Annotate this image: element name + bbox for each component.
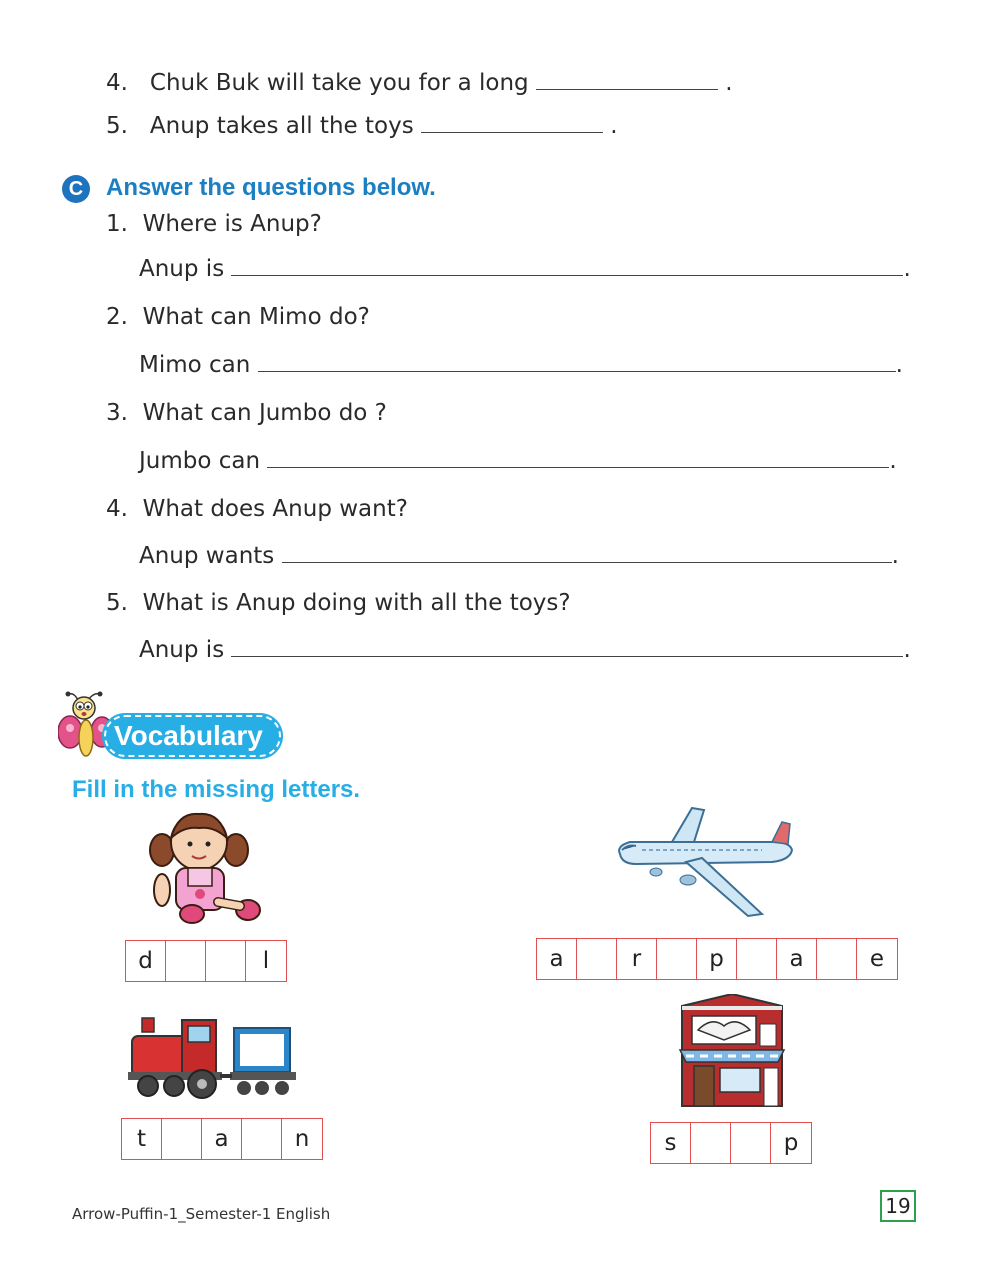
answer-line-4 [139, 543, 899, 569]
question-4 [106, 496, 408, 522]
word-boxes-doll [125, 940, 287, 982]
answer-line-2 [139, 352, 903, 378]
airplane-illustration [612, 806, 798, 920]
question-text: What can Jumbo do ? [142, 400, 387, 426]
letter-box[interactable] [817, 939, 857, 979]
letter-box[interactable] [206, 941, 246, 981]
letter-box[interactable]: p [783, 1130, 799, 1156]
doll-illustration [148, 806, 266, 926]
answer-blank[interactable] [231, 638, 903, 657]
letter-box[interactable] [737, 939, 777, 979]
sentence-end: . [610, 113, 618, 139]
question-text: What is Anup doing with all the toys? [142, 590, 571, 616]
answer-blank[interactable] [267, 449, 889, 468]
sentence-end: . [725, 70, 733, 96]
shop-illustration [676, 994, 788, 1110]
answer-start: Anup wants [139, 543, 275, 569]
answer-blank[interactable] [258, 353, 896, 372]
question-1 [106, 211, 322, 237]
answer-end: . [891, 543, 899, 569]
answer-end: . [895, 352, 903, 378]
question-number: 3. [106, 400, 128, 426]
answer-end: . [903, 256, 911, 282]
question-number: 5. [106, 590, 128, 616]
answer-blank[interactable] [282, 544, 892, 563]
question-number: 2. [106, 304, 128, 330]
sentence-text: Chuk Buk will take you for a long [149, 70, 529, 96]
sentence-text: Anup takes all the toys [149, 113, 414, 139]
answer-start: Mimo can [139, 352, 251, 378]
section-c-title: Answer the questions below. [106, 174, 436, 201]
fill-blank-line-4 [106, 70, 733, 96]
word-boxes-shop [650, 1122, 812, 1164]
footer-book-title: Arrow-Puffin-1_Semester-1 English [72, 1205, 331, 1223]
question-text: What does Anup want? [142, 496, 408, 522]
word-boxes-airplane [536, 938, 898, 980]
question-text: Where is Anup? [142, 211, 322, 237]
letter-box[interactable] [657, 939, 697, 979]
letter-box[interactable] [691, 1123, 731, 1163]
question-3 [106, 400, 387, 426]
letter-box[interactable] [242, 1119, 282, 1159]
vocabulary-banner-label: Vocabulary [114, 720, 263, 751]
answer-blank[interactable] [231, 257, 903, 276]
question-number: 1. [106, 211, 128, 237]
letter-box[interactable] [577, 939, 617, 979]
question-number: 4. [106, 496, 128, 522]
answer-start: Anup is [139, 256, 225, 282]
letter-box[interactable]: r [617, 939, 657, 979]
page-number: 19 [880, 1190, 916, 1222]
letter-box[interactable]: p [697, 939, 737, 979]
letter-box[interactable]: a [537, 939, 577, 979]
letter-box[interactable]: a [202, 1119, 242, 1159]
letter-box[interactable] [166, 941, 206, 981]
answer-start: Anup is [139, 637, 225, 663]
letter-box[interactable]: l [262, 948, 270, 974]
letter-box[interactable]: a [777, 939, 817, 979]
answer-line-3 [139, 448, 897, 474]
word-boxes-train [121, 1118, 323, 1160]
section-badge-letter: C [68, 177, 84, 200]
answer-blank[interactable] [536, 71, 718, 90]
item-number: 5. [106, 113, 128, 139]
answer-end: . [903, 637, 911, 663]
vocabulary-instruction: Fill in the missing letters. [72, 776, 361, 803]
answer-line-1 [139, 256, 911, 282]
letter-box[interactable]: n [294, 1126, 310, 1152]
vocabulary-banner [104, 715, 281, 757]
section-c-badge [62, 175, 90, 203]
letter-box[interactable]: t [122, 1119, 162, 1159]
train-illustration [126, 1016, 298, 1100]
letter-box[interactable] [162, 1119, 202, 1159]
letter-box[interactable]: e [869, 946, 885, 972]
fill-blank-line-5 [106, 113, 618, 139]
answer-start: Jumbo can [139, 448, 261, 474]
answer-blank[interactable] [421, 114, 603, 133]
question-text: What can Mimo do? [142, 304, 370, 330]
letter-box[interactable]: d [126, 941, 166, 981]
item-number: 4. [106, 70, 128, 96]
letter-box[interactable]: s [651, 1123, 691, 1163]
question-5 [106, 590, 571, 616]
answer-line-5 [139, 637, 911, 663]
answer-end: . [889, 448, 897, 474]
letter-box[interactable] [731, 1123, 771, 1163]
question-2 [106, 304, 370, 330]
